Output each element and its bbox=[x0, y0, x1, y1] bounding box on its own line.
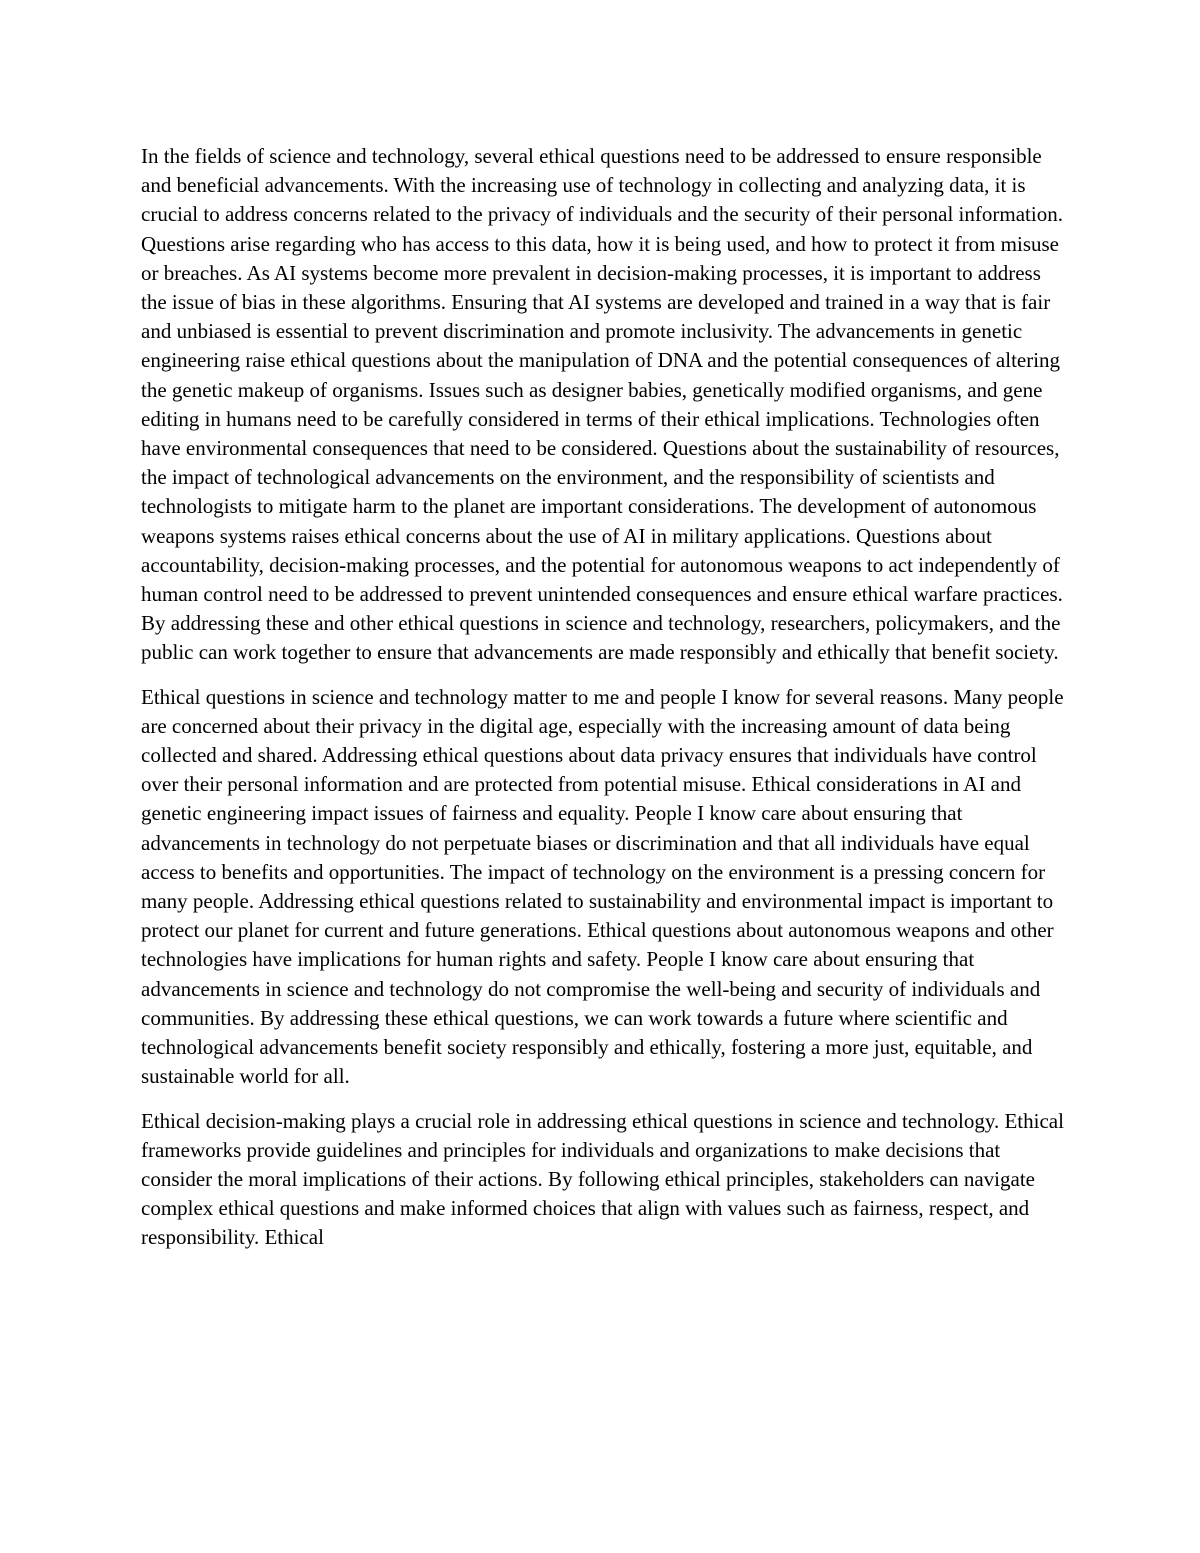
paragraph-3: Ethical decision-making plays a crucial role in addressing ethical questions in science and technology. Ethical frameworks provide guidelines and principles for individuals and organizations to make decisions that consider the moral implications of their actions. By following ethical principles, stakeholders can navigate complex ethical questions and make informed choices that align with values such as fairness, respect, and responsibility. Ethical bbox=[141, 1108, 1064, 1250]
document-body bbox=[141, 142, 1071, 1268]
paragraph-2: Ethical questions in science and technology matter to me and people I know for several reasons. Many people are concerned about their privacy in the digital age, especially with the increasing amount of data being collected and shared. Addressing ethical questions about data privacy ensures that individuals have control over their personal information and are protected from potential misuse. Ethical considerations in AI and genetic engineering impact issues of fairness and equality. People I know care about ensuring that advancements in technology do not perpetuate biases or discrimination and that all individuals have equal access to benefits and opportunities. The impact of technology on the environment is a pressing concern for many people. Addressing ethical questions related to sustainability and environmental impact is important to protect our planet for current and future generations. Ethical questions about autonomous weapons and other technologies have implications for human rights and safety. People I know care about ensuring that advancements in science and technology do not compromise the well-being and security of individuals and communities. By addressing these ethical questions, we can work towards a future where scientific and technological advancements benefit society responsibly and ethically, fostering a more just, equitable, and sustainable world for all. bbox=[141, 684, 1064, 1089]
paragraph-1: In the fields of science and technology, several ethical questions need to be addressed to ensure responsible and beneficial advancements. With the increasing use of technology in collecting and analyzing data, it is crucial to address concerns related to the privacy of individuals and the security of their personal information. Questions arise regarding who has access to this data, how it is being used, and how to protect it from misuse or breaches. As AI systems become more prevalent in decision-making processes, it is important to address the issue of bias in these algorithms. Ensuring that AI systems are developed and trained in a way that is fair and unbiased is essential to prevent discrimination and promote inclusivity. The advancements in genetic engineering raise ethical questions about the manipulation of DNA and the potential consequences of altering the genetic makeup of organisms. Issues such as designer babies, genetically modified organisms, and gene editing in humans need to be carefully considered in terms of their ethical implications. Technologies often have environmental consequences that need to be considered. Questions about the sustainability of resources, the impact of technological advancements on the environment, and the responsibility of scientists and technologists to mitigate harm to the planet are important considerations. The development of autonomous weapons systems raises ethical concerns about the use of AI in military applications. Questions about accountability, decision-making processes, and the potential for autonomous weapons to act independently of human control need to be addressed to prevent unintended consequences and ensure ethical warfare practices. By addressing these and other ethical questions in science and technology, researchers, policymakers, and the public can work together to ensure that advancements are made responsibly and ethically that benefit society. bbox=[141, 144, 1063, 665]
